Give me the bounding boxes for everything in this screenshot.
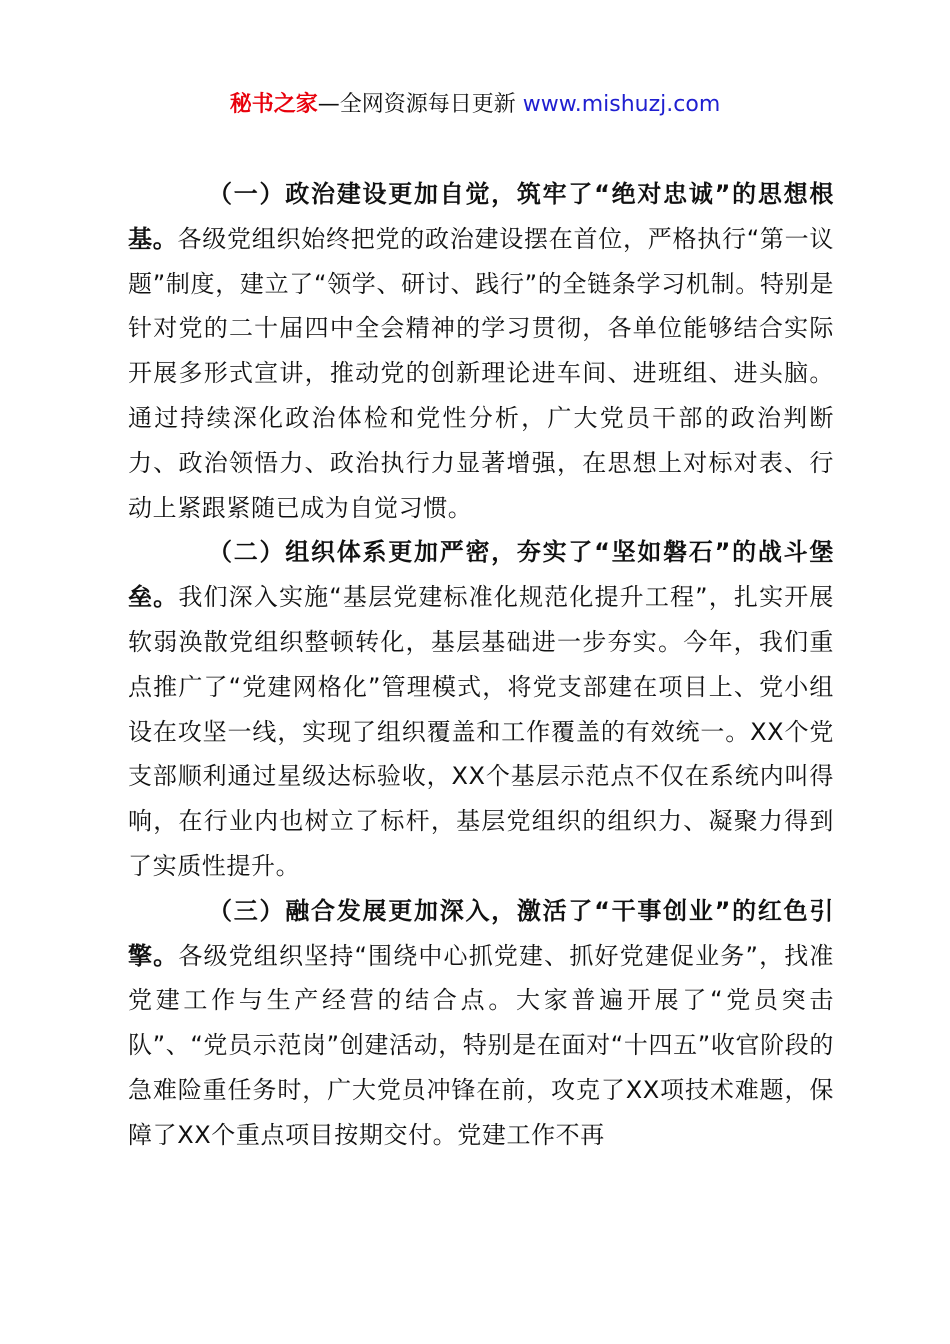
document-body — [128, 172, 834, 1158]
paragraph-text: 我们深入实施“基层党建标准化规范化提升工程”，扎实开展软弱涣散党组织整顿转化，基层基础进一步夯实。今年，我们重点推广了“党建网格化”管理模式，将党支部建在项目上、党小组设在攻坚一线，实现了组织覆盖和工作覆盖的有效统一。XX个党支部顺利通过星级达标验收，XX个基层示范点不仅在系统内叫得响，在行业内也树立了标杆，基层党组织的组织力、凝聚力得到了实质性提升。 — [128, 583, 834, 880]
paragraph-heading: （一）政治建设更加自觉，筑牢了“绝对忠诚”的思想根基。 — [128, 180, 834, 253]
paragraph-heading: （二）组织体系更加严密，夯实了“坚如磐石”的战斗堡垒。 — [128, 538, 834, 612]
paragraph-heading: （三）融合发展更加深入，激活了“干事创业”的红色引擎。 — [128, 896, 834, 970]
paragraph-political-construction — [128, 172, 834, 530]
paragraph-integrated-development — [128, 889, 834, 1158]
paragraph-organization-system — [128, 530, 834, 888]
paragraph-text: 各级党组织始终把党的政治建设摆在首位，严格执行“第一议题”制度，建立了“领学、研讨、践行”的全链条学习机制。特别是针对党的二十届四中全会精神的学习贯彻，各单位能够结合实际开展多形式宣讲，推动党的创新理论进车间、进班组、进头脑。通过持续深化政治体检和党性分析，广大党员干部的政治判断力、政治领悟力、政治执行力显著增强，在思想上对标对表、行动上紧跟紧随已成为自觉习惯。 — [128, 224, 834, 522]
paragraph-text: 各级党组织坚持“围绕中心抓党建、抓好党建促业务”，找准党建工作与生产经营的结合点。大家普遍开展了“党员突击队”、“党员示范岗”创建活动，特别是在面对“十四五”收官阶段的急难险重任务时，广大党员冲锋在前，攻克了XX项技术难题，保障了XX个重点项目按期交付。党建工作不再 — [128, 941, 834, 1149]
brand-name: 秘书之家 — [229, 92, 318, 117]
site-url-link[interactable]: www.mishuzj.com — [522, 92, 721, 117]
header-tagline: —全网资源每日更新 — [317, 92, 523, 117]
site-header — [0, 88, 950, 122]
